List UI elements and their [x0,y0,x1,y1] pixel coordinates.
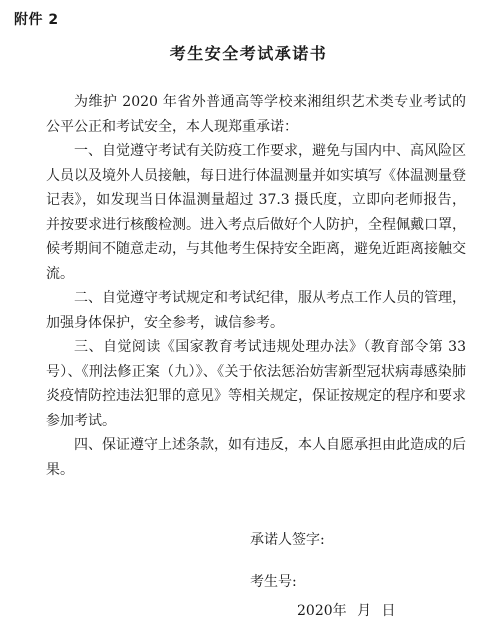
paragraph-item-1: 一、自觉遵守考试有关防疫工作要求，避免与国内中、高风险区人员以及境外人员接触，每日进行体温测量并如实填写《体温测量登记表》，如发现当日体温测量超过 37.3 摄氏度，立即向老师报告，并按要求进行核酸检测。进入考点后做好个人防护，全程佩戴口罩，候考期间不随意走动，与其他考生保持安全距离，避免近距离接触交流。 [46,143,466,282]
signature-date: 2020年 月 日 [297,603,396,619]
document-body [46,90,466,482]
signer-signature-label: 承诺人签字: [250,532,325,548]
paragraph-item-3: 三、自觉阅读《国家教育考试违规处理办法》（教育部令第 33 号）、《刑法修正案（九）》、《关于依法惩治妨害新型冠状病毒感染肺炎疫情防控违法犯罪的意见》等相关规定，保证按规定的程序和要求参加考试。 [46,339,466,429]
paragraph-item-2: 二、自觉遵守考试规定和考试纪律，服从考点工作人员的管理，加强身体保护，安全参考，诚信参考。 [46,290,466,331]
paragraph-intro: 为维护 2020 年省外普通高等学校来湘组织艺术类专业考试的公平公正和考试安全，本人现郑重承诺： [46,94,466,135]
paragraph-item-4: 四、保证遵守上述条款，如有违反，本人自愿承担由此造成的后果。 [46,437,466,478]
document-title: 考生安全考试承诺书 [169,44,328,63]
attachment-label: 附件 2 [14,12,59,28]
exam-number-label: 考生号: [250,574,297,590]
